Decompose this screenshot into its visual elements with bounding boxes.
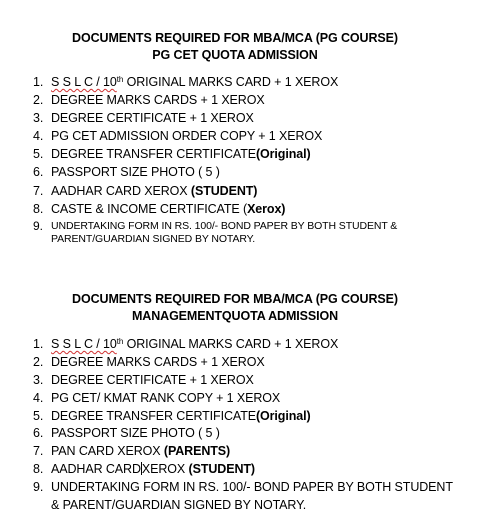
list-item: 7. AADHAR CARD XEROX (STUDENT) [33,183,258,198]
item-text: PAN CARD XEROX [51,444,164,459]
item-text: UNDERTAKING FORM IN RS. 100/- BOND PAPER BY BOTH STUDENT & PARENT/GUARDIAN SIGNED BY NOTARY. [51,480,453,513]
list-item: 8. CASTE & INCOME CERTIFICATE (Xerox) [33,201,286,216]
item-text: S S L C / 10th ORIGINAL MARKS CARD + 1 XEROX [51,337,339,351]
list-item: 8. AADHAR CARDXEROX (STUDENT) [33,462,255,477]
section-2-subtitle: MANAGEMENTQUOTA ADMISSION [131,309,339,323]
item-bold-text: (Original) [255,408,311,423]
item-text: AADHAR CARD XEROX [51,183,191,198]
item-text: CASTE & INCOME CERTIFICATE ( [51,201,248,216]
list-item: 9. UNDERTAKING FORM IN RS. 100/- BOND PAPER BY BOTH STUDENT & PARENT/GUARDIAN SIGNED BY NOTARY. [33,480,453,513]
list-item: 3. DEGREE CERTIFICATE + 1 XEROX [33,372,254,387]
item-text: DEGREE CERTIFICATE + 1 XEROX [51,372,254,387]
list-item: 5. DEGREE TRANSFER CERTIFICATE(Original) [33,408,311,423]
item-text: DEGREE TRANSFER CERTIFICATE [51,408,256,423]
item-text: DEGREE CERTIFICATE + 1 XEROX [51,111,254,126]
item-text: DEGREE TRANSFER CERTIFICATE [51,147,256,162]
section-1-subtitle: PG CET QUOTA ADMISSION [152,48,318,62]
item-text: XEROX [141,462,189,477]
list-item: 6. PASSPORT SIZE PHOTO ( 5 ) [33,426,220,441]
item-text: UNDERTAKING FORM IN RS. 100/- BOND PAPER BY BOTH STUDENT & PARENT/GUARDIAN SIGNED BY NOTARY. [51,219,398,245]
item-text: DEGREE MARKS CARDS + 1 XEROX [51,354,265,369]
list-item: 2. DEGREE MARKS CARDS + 1 XEROX [33,93,265,108]
section-2-document-list [33,335,456,514]
item-text: S S L C / 10th ORIGINAL MARKS CARD + 1 XEROX [51,75,339,89]
section-1-heading [0,30,470,64]
section-2-heading [0,291,470,325]
list-item: 3. DEGREE CERTIFICATE + 1 XEROX [33,111,254,126]
item-bold-text: (STUDENT) [188,462,255,477]
item-text: PG CET/ KMAT RANK COPY + 1 XEROX [51,390,281,405]
list-item: 7. PAN CARD XEROX (PARENTS) [33,444,231,459]
list-item: 4. PG CET ADMISSION ORDER COPY + 1 XEROX [33,129,323,144]
list-item: 4. PG CET/ KMAT RANK COPY + 1 XEROX [33,390,281,405]
item-bold-text: Xerox) [247,201,286,216]
item-bold-text: (STUDENT) [190,183,258,198]
section-1-title: DOCUMENTS REQUIRED FOR MBA/MCA (PG COURSE) [72,31,398,45]
list-item: 1. S S L C / 10th ORIGINAL MARKS CARD + 1 XEROX [33,337,339,351]
item-bold-text: (PARENTS) [163,444,231,459]
section-1-document-list [33,73,431,246]
list-item: 2. DEGREE MARKS CARDS + 1 XEROX [33,354,265,369]
list-item: 5. DEGREE TRANSFER CERTIFICATE(Original) [33,147,311,162]
section-2-title: DOCUMENTS REQUIRED FOR MBA/MCA (PG COURSE) [72,292,398,306]
item-text: DEGREE MARKS CARDS + 1 XEROX [51,93,265,108]
item-text: AADHAR CARD [51,462,141,477]
item-text: PASSPORT SIZE PHOTO ( 5 ) [51,165,220,180]
item-bold-text: (Original) [255,147,311,162]
item-text: PG CET ADMISSION ORDER COPY + 1 XEROX [51,129,323,144]
list-item: 1. S S L C / 10th ORIGINAL MARKS CARD + 1 XEROX [33,75,339,89]
item-text: PASSPORT SIZE PHOTO ( 5 ) [51,426,220,441]
list-item: 9. UNDERTAKING FORM IN RS. 100/- BOND PAPER BY BOTH STUDENT & PARENT/GUARDIAN SIGNED BY NOTARY. [33,218,398,245]
list-item: 6. PASSPORT SIZE PHOTO ( 5 ) [33,165,220,180]
